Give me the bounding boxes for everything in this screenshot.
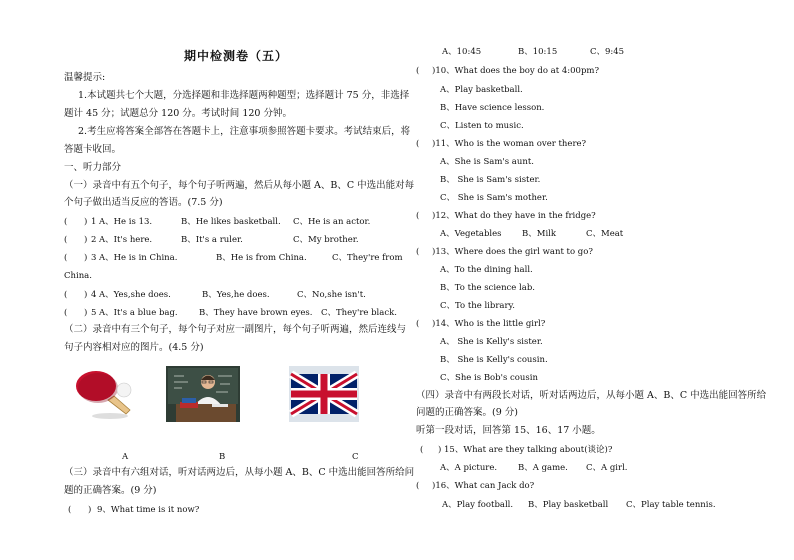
notice-line: 1.本试题共七个大题，分选择题和非选择题两种题型；选择题计 75 分，非选择 bbox=[78, 90, 410, 101]
option-b: B、A game. bbox=[518, 463, 568, 473]
option-b: B、 She is Kelly's cousin. bbox=[440, 355, 548, 365]
question-number: )13、Where does the girl want to go? bbox=[432, 247, 593, 257]
option-b: B、10:15 bbox=[518, 47, 558, 57]
option-b: B、To the science lab. bbox=[440, 283, 535, 293]
notice-line: 答题卡收回。 bbox=[64, 144, 122, 155]
question-number: )12、What do they have in the fridge? bbox=[432, 211, 596, 221]
option-c-wrap: China. bbox=[64, 271, 92, 281]
picture-label-a: A bbox=[122, 452, 129, 462]
option-c: C、9:45 bbox=[590, 47, 625, 57]
answer-paren-close: ) bbox=[84, 290, 88, 300]
option-a: A、Play football. bbox=[442, 500, 514, 510]
picture-label-b: B bbox=[219, 452, 226, 462]
option-a: A、Play basketball. bbox=[440, 85, 523, 95]
option-c: C、Play table tennis. bbox=[626, 500, 716, 510]
picture-label-c: C bbox=[352, 452, 359, 462]
option-b: B、They have brown eyes. bbox=[199, 308, 313, 318]
part2-instruction: （二）录音中有三个句子，每个句子对应一副图片，每个句子听两遍，然后连线与 bbox=[64, 324, 407, 335]
option-b: B、He likes basketball. bbox=[181, 217, 281, 227]
answer-paren-open[interactable]: ( bbox=[416, 247, 420, 257]
union-jack-flag-picture bbox=[289, 366, 359, 422]
question-number: )14、Who is the little girl? bbox=[432, 319, 546, 329]
option-c: C、 She is Sam's mother. bbox=[440, 193, 548, 203]
question-number: 3 bbox=[91, 253, 97, 263]
option-a: A、Vegetables bbox=[440, 229, 502, 239]
option-c: C、Meat bbox=[586, 229, 624, 239]
notice-heading: 温馨提示: bbox=[64, 72, 106, 83]
option-c: C、No,she isn't. bbox=[297, 290, 366, 300]
option-a: A、A picture. bbox=[440, 463, 498, 473]
notice-line: 题计 45 分；试题总分 120 分。考试时间 120 分钟。 bbox=[64, 108, 292, 119]
option-a: A、It's a blue bag. bbox=[99, 308, 178, 318]
option-c: C、He is an actor. bbox=[293, 217, 371, 227]
answer-paren-close: ) bbox=[84, 253, 88, 263]
part1-instruction: （一）录音中有五个句子，每个句子听两遍，然后从每小题 A、B、C 中选出能对每 bbox=[64, 180, 415, 191]
option-a: A、It's here. bbox=[99, 235, 153, 245]
question-number: 1 bbox=[91, 217, 97, 227]
teacher-picture bbox=[166, 366, 240, 422]
option-a: A、He is in China. bbox=[99, 253, 178, 263]
page-title: 期中检测卷（五） bbox=[184, 49, 289, 63]
answer-paren-close: ) bbox=[84, 235, 88, 245]
question-text: 9、What time is it now? bbox=[97, 505, 200, 515]
part3-instruction: 题的正确答案。(9 分) bbox=[64, 485, 157, 496]
answer-paren-open[interactable]: ( bbox=[64, 290, 68, 300]
question-number: 2 bbox=[91, 235, 97, 245]
answer-paren-open[interactable]: ( bbox=[64, 253, 68, 263]
option-b: B、Play basketball bbox=[528, 500, 609, 510]
option-a: A、She is Sam's aunt. bbox=[440, 157, 534, 167]
answer-paren-open[interactable]: ( bbox=[64, 217, 68, 227]
option-b: B、Have science lesson. bbox=[440, 103, 545, 113]
option-c: C、To the library. bbox=[440, 301, 515, 311]
option-c: C、They're from bbox=[332, 253, 403, 263]
part4-instruction: （四）录音中有两段长对话，听对话两边后，从每小题 A、B、C 中选出能回答所给 bbox=[416, 390, 767, 401]
answer-paren-open[interactable]: ( bbox=[64, 308, 68, 318]
option-c: C、They're black. bbox=[321, 308, 397, 318]
option-a: A、Yes,she does. bbox=[99, 290, 171, 300]
option-a: A、10:45 bbox=[442, 47, 482, 57]
answer-paren-open[interactable]: ( bbox=[68, 505, 72, 515]
question-text: )16、What can Jack do? bbox=[432, 481, 535, 491]
option-a: A、 She is Kelly's sister. bbox=[440, 337, 543, 347]
option-b: B、He is from China. bbox=[216, 253, 307, 263]
answer-paren-close: ) bbox=[84, 308, 88, 318]
answer-paren-open[interactable]: ( bbox=[64, 235, 68, 245]
part4-instruction: 问题的正确答案。(9 分) bbox=[416, 407, 518, 418]
option-c: C、Listen to music. bbox=[440, 121, 524, 131]
answer-paren-close: ) bbox=[84, 217, 88, 227]
option-a: A、To the dining hall. bbox=[440, 265, 533, 275]
answer-paren-open[interactable]: ( bbox=[416, 211, 420, 221]
option-b: B、 She is Sam's sister. bbox=[440, 175, 541, 185]
part1-instruction: 个句子做出适当反应的答语。(7.5 分) bbox=[64, 197, 223, 208]
answer-paren-open[interactable]: ( bbox=[416, 319, 420, 329]
option-c: C、My brother. bbox=[293, 235, 359, 245]
option-a: A、He is 13. bbox=[99, 217, 153, 227]
ping-pong-paddle-picture bbox=[74, 366, 138, 422]
part4-subheading: 听第一段对话，回答第 15、16、17 小题。 bbox=[416, 425, 601, 436]
option-b: B、It's a ruler. bbox=[181, 235, 243, 245]
answer-paren-close: ) bbox=[88, 505, 92, 515]
section-heading: 一、听力部分 bbox=[64, 162, 122, 173]
part2-instruction: 句子内容相对应的图片。(4.5 分) bbox=[64, 342, 204, 353]
notice-line: 2.考生应将答案全部答在答题卡上，注意事项参照答题卡要求。考试结束后，将 bbox=[78, 126, 411, 137]
answer-paren-open[interactable]: ( bbox=[420, 445, 424, 455]
option-b: B、Milk bbox=[522, 229, 557, 239]
question-number: 4 bbox=[91, 290, 97, 300]
question-number: )10、What does the boy do at 4:00pm? bbox=[432, 66, 599, 76]
part3-instruction: （三）录音中有六组对话，听对话两边后，从每小题 A、B、C 中选出能回答所给问 bbox=[64, 467, 415, 478]
option-c: C、She is Bob's cousin bbox=[440, 373, 538, 383]
answer-paren-open[interactable]: ( bbox=[416, 139, 420, 149]
question-text: ) 15、What are they talking about(谈论)? bbox=[438, 445, 613, 455]
question-number: 5 bbox=[91, 308, 97, 318]
answer-paren-open[interactable]: ( bbox=[416, 481, 420, 491]
option-b: B、Yes,he does. bbox=[202, 290, 270, 300]
question-number: )11、Who is the woman over there? bbox=[432, 139, 587, 149]
answer-paren-open[interactable]: ( bbox=[416, 66, 420, 76]
option-c: C、A girl. bbox=[586, 463, 628, 473]
